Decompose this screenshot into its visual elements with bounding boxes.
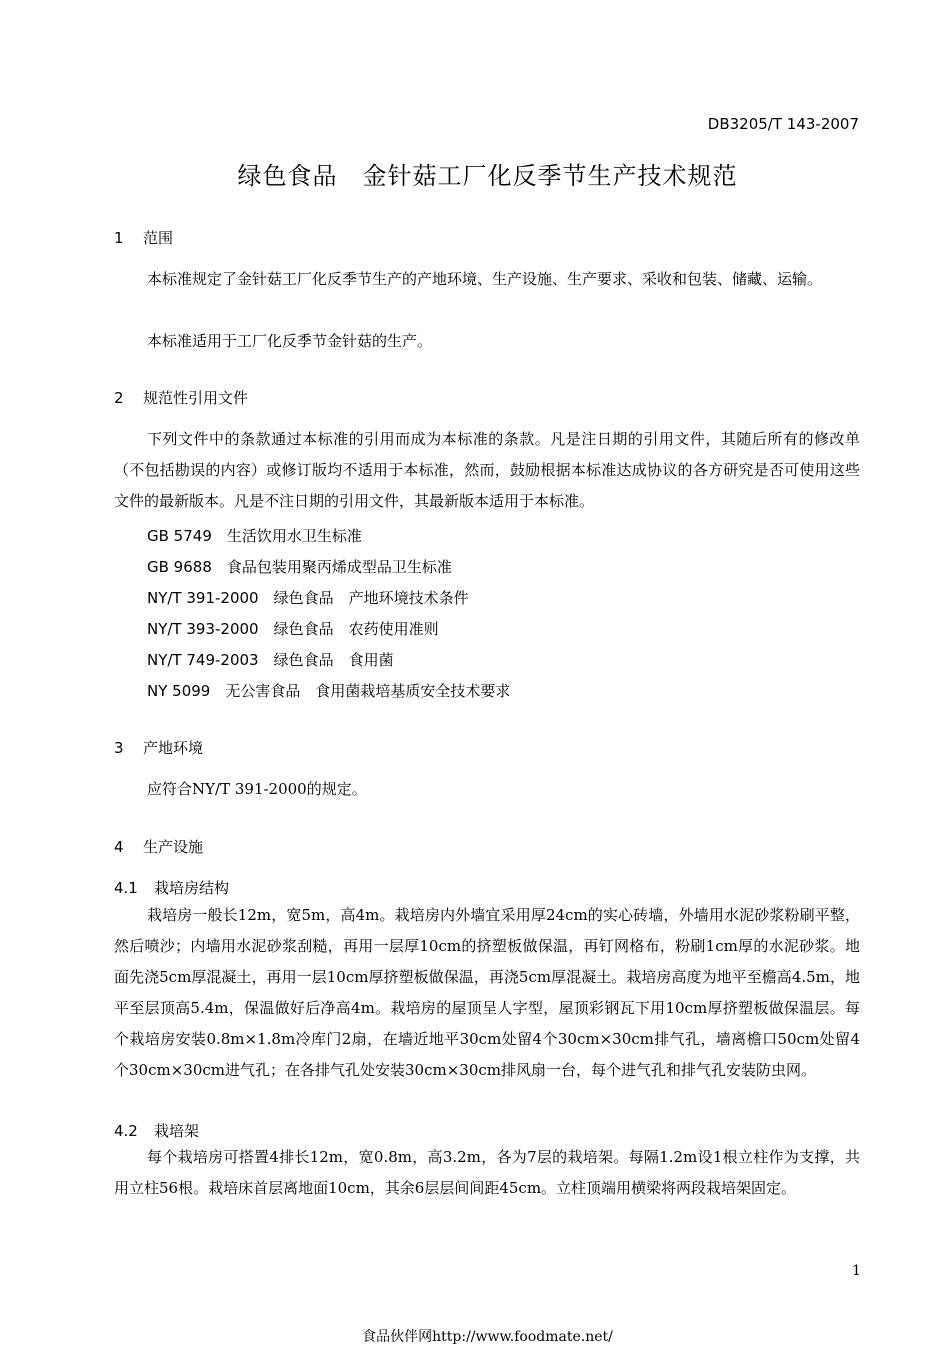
reference-item <box>147 525 362 546</box>
reference-code: NY/T 393-2000 <box>147 620 259 638</box>
reference-code: GB 5749 <box>147 527 212 545</box>
section-number: 1 <box>114 229 124 247</box>
section-4-heading <box>114 836 203 857</box>
reference-item <box>147 649 394 670</box>
subsection-4-2-heading <box>114 1120 199 1141</box>
section-number: 2 <box>114 389 124 407</box>
reference-item <box>147 618 439 639</box>
subsection-title: 栽培房结构 <box>154 879 230 897</box>
section-1-paragraph-1: 本标准规定了金针菇工厂化反季节生产的产地环境、生产设施、生产要求、采收和包装、储藏、运输。 <box>147 270 823 288</box>
subsection-number: 4.2 <box>114 1122 138 1140</box>
section-number: 3 <box>114 739 124 757</box>
section-title: 生产设施 <box>143 838 204 856</box>
subsection-4-1-heading <box>114 877 229 898</box>
reference-title: 生活饮用水卫生标准 <box>226 527 362 545</box>
section-1-heading <box>114 227 173 248</box>
reference-title: 无公害食品 食用菌栽培基质安全技术要求 <box>225 682 511 700</box>
reference-title: 食品包装用聚丙烯成型品卫生标准 <box>226 558 452 576</box>
reference-title: 绿色食品 食用菌 <box>273 651 394 669</box>
subsection-4-1-paragraph: 栽培房一般长12m，宽5m，高4m。栽培房内外墙宜采用厚24cm的实心砖墙，外墙用水泥砂浆粉刷平整，然后喷沙；内墙用水泥砂浆刮糙，再用一层厚10cm的挤塑板做保温，再钉网格布，粉刷1cm厚的水泥砂浆。地面先浇5cm厚混凝土，再用一层10cm厚挤塑板做保温，再浇5cm厚混凝土。栽培房高度为地平至檐高4.5m，地平至层顶高5.4m，保温做好后净高4m。栽培房的屋顶呈人字型，屋顶彩钢瓦下用10cm厚挤塑板做保温层。每个栽培房安装0.8m×1.8m冷库门2扇，在墙近地平30cm处留4个30cm×30cm排气孔，墙离檐口50cm处留4个30cm×30cm进气孔；在各排气孔处安装30cm×30cm排风扇一台，每个进气孔和排气孔安装防虫网。 <box>114 906 860 1079</box>
section-title: 产地环境 <box>143 739 204 757</box>
subsection-4-2-paragraph: 每个栽培房可搭置4排长12m，宽0.8m，高3.2m，各为7层的栽培架。每隔1.2m设1根立柱作为支撑，共用立柱56根。栽培床首层离地面10cm，其余6层层间间距45cm。立柱顶端用横梁将两段栽培架固定。 <box>114 1148 860 1197</box>
reference-item <box>147 680 510 701</box>
section-2-heading <box>114 387 248 408</box>
reference-item <box>147 587 469 608</box>
footer-watermark: 食品伙伴网http://www.foodmate.net/ <box>362 1329 613 1345</box>
standard-code: DB3205/T 143-2007 <box>707 115 859 133</box>
subsection-title: 栽培架 <box>154 1122 200 1140</box>
section-2-paragraph-1: 下列文件中的条款通过本标准的引用而成为本标准的条款。凡是注日期的引用文件，其随后所有的修改单（不包括勘误的内容）或修订版均不适用于本标准，然而，鼓励根据本标准达成协议的各方研究是否可使用这些文件的最新版本。凡是不注日期的引用文件，其最新版本适用于本标准。 <box>114 430 860 510</box>
section-title: 范围 <box>143 229 174 247</box>
section-3-heading <box>114 737 203 758</box>
reference-item <box>147 556 452 577</box>
section-title: 规范性引用文件 <box>143 389 249 407</box>
subsection-number: 4.1 <box>114 879 138 897</box>
reference-title: 绿色食品 产地环境技术条件 <box>273 589 469 607</box>
section-number: 4 <box>114 838 124 856</box>
reference-title: 绿色食品 农药使用准则 <box>273 620 439 638</box>
reference-code: NY/T 391-2000 <box>147 589 259 607</box>
section-1-paragraph-2: 本标准适用于工厂化反季节金针菇的生产。 <box>147 332 433 350</box>
document-title: 绿色食品 金针菇工厂化反季节生产技术规范 <box>237 162 738 190</box>
reference-code: NY/T 749-2003 <box>147 651 259 669</box>
reference-code: NY 5099 <box>147 682 211 700</box>
section-3-paragraph-1: 应符合NY/T 391-2000的规定。 <box>147 780 367 798</box>
page-number: 1 <box>852 1263 861 1279</box>
reference-code: GB 9688 <box>147 558 212 576</box>
